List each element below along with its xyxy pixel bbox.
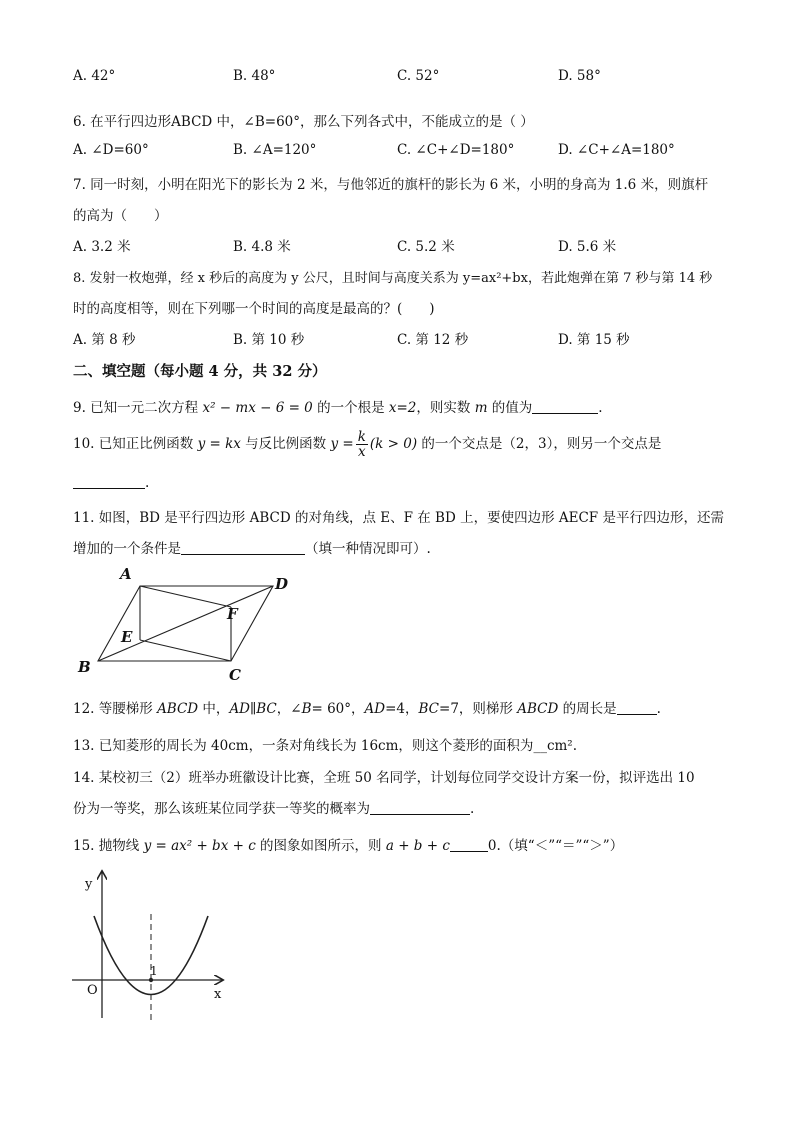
q10 bbox=[73, 430, 661, 459]
q9-suffix1: ，则实数 bbox=[416, 400, 475, 416]
point-x-equals-1 bbox=[149, 978, 153, 982]
label-one: 1 bbox=[150, 964, 158, 978]
q13-answer-blank[interactable]: __ bbox=[533, 738, 547, 754]
q15-answer-blank[interactable] bbox=[450, 837, 488, 852]
q15-prefix: 15. 抛物线 bbox=[73, 838, 144, 854]
q11-parallelogram-figure bbox=[70, 562, 300, 686]
q12-answer-blank[interactable] bbox=[617, 700, 657, 715]
q12-angle-b: B bbox=[301, 701, 312, 717]
q13 bbox=[73, 734, 577, 754]
q9 bbox=[73, 396, 603, 416]
q12-mid2: ，∠ bbox=[276, 701, 302, 717]
q8-stem-line1: 8. 发射一枚炮弹，经 x 秒后的高度为 y 公尺，且时间与高度关系为 y=ax²+bx，若此炮弹在第 7 秒与第 14 秒 bbox=[73, 271, 713, 286]
q8-option-c: C. 第 12 秒 bbox=[397, 332, 469, 348]
label-b: B bbox=[78, 658, 91, 676]
label-d: D bbox=[275, 575, 289, 593]
section-title-fill-in: 二、填空题（每小题 4 分，共 32 分） bbox=[73, 363, 327, 380]
q12-trapezoid-name: ABCD bbox=[157, 701, 199, 717]
q10-end: . bbox=[145, 475, 150, 491]
q7-option-c: C. 5.2 米 bbox=[397, 239, 455, 255]
q10-inverse-function-left: y = bbox=[330, 436, 354, 452]
q12-trapezoid-name-2: ABCD bbox=[517, 701, 559, 717]
q12-parallel-condition: AD∥BC bbox=[229, 701, 277, 717]
q9-prefix: 9. 已知一元二次方程 bbox=[73, 400, 203, 416]
label-a: A bbox=[120, 565, 132, 583]
q10-suffix: 的一个交点是（2，3），则另一个交点是 bbox=[417, 436, 662, 452]
label-x-axis: x bbox=[214, 987, 222, 1002]
q10-prefix: 10. 已知正比例函数 bbox=[73, 436, 198, 452]
label-origin: O bbox=[87, 983, 98, 998]
q15-parabola-graph bbox=[72, 868, 232, 1028]
label-f: F bbox=[227, 605, 238, 623]
q12-mid4: =4， bbox=[385, 701, 419, 717]
q12-prefix: 12. 等腰梯形 bbox=[73, 701, 158, 717]
q10-condition: (k > 0) bbox=[369, 436, 418, 452]
q8-option-b: B. 第 10 秒 bbox=[233, 332, 305, 348]
q7-stem-line1: 7. 同一时刻，小明在阳光下的影长为 2 米，与他邻近的旗杆的影长为 6 米，小明的身高为 1.6 米，则旗杆 bbox=[73, 177, 709, 193]
q15-mid: 的图象如图所示，则 bbox=[255, 838, 386, 854]
q14-line2 bbox=[73, 797, 474, 817]
q12-bc: BC bbox=[418, 701, 440, 717]
q9-equation: x² − mx − 6 = 0 bbox=[202, 400, 313, 416]
q15 bbox=[73, 834, 623, 854]
q14-line2-prefix: 份为一等奖，那么该班某位同学获一等奖的概率为 bbox=[73, 801, 370, 817]
q6-option-c: C. ∠C+∠D=180° bbox=[397, 142, 515, 158]
q10-answer-line bbox=[73, 474, 149, 491]
diagonal-bd bbox=[98, 586, 273, 661]
q9-var: m bbox=[474, 400, 488, 416]
label-e: E bbox=[121, 628, 133, 646]
q10-answer-blank[interactable] bbox=[73, 474, 145, 489]
q9-root: x=2 bbox=[388, 400, 417, 416]
q5-option-c: C. 52° bbox=[397, 68, 440, 84]
q15-suffix: 0.（填“＜”“＝”“＞”） bbox=[487, 838, 624, 854]
q6-option-b: B. ∠A=120° bbox=[233, 142, 317, 158]
q8-option-d: D. 第 15 秒 bbox=[558, 332, 630, 348]
q11-line2 bbox=[73, 537, 431, 557]
q12-ad: AD bbox=[364, 701, 386, 717]
q14-end: . bbox=[470, 801, 475, 817]
q7-option-b: B. 4.8 米 bbox=[233, 239, 291, 255]
q6-option-d: D. ∠C+∠A=180° bbox=[558, 142, 675, 158]
q5-option-d: D. 58° bbox=[558, 68, 601, 84]
q12 bbox=[73, 697, 661, 717]
q9-suffix2: 的值为 bbox=[487, 400, 533, 416]
q7-option-a: A. 3.2 米 bbox=[73, 239, 131, 255]
q12-suffix: 的周长是 bbox=[558, 701, 617, 717]
q6-stem: 6. 在平行四边形ABCD 中，∠B=60°，那么下列各式中，不能成立的是（ ） bbox=[73, 114, 534, 130]
q10-mid: 与反比例函数 bbox=[240, 436, 331, 452]
q12-mid3: = 60°， bbox=[311, 701, 365, 717]
q10-fraction-numerator: k bbox=[357, 429, 366, 445]
q13-text: 13. 已知菱形的周长为 40cm，一条对角线长为 16cm，则这个菱形的面积为 bbox=[73, 738, 534, 754]
q15-expression: a + b + c bbox=[385, 838, 450, 854]
q10-direct-function: y = kx bbox=[197, 436, 241, 452]
q5-option-a: A. 42° bbox=[73, 68, 116, 84]
q8-stem-line2: 时的高度相等，则在下列哪一个时间的高度是最高的？( ) bbox=[73, 301, 435, 317]
q10-fraction bbox=[356, 430, 368, 459]
q9-mid: 的一个根是 bbox=[312, 400, 389, 416]
segment-ec bbox=[140, 640, 231, 661]
q12-mid1: 中， bbox=[198, 701, 230, 717]
q10-fraction-denominator: x bbox=[358, 444, 366, 460]
q8-option-a: A. 第 8 秒 bbox=[73, 332, 136, 348]
q14-answer-blank[interactable] bbox=[370, 800, 470, 815]
label-y-axis: y bbox=[85, 877, 93, 892]
q9-end: . bbox=[598, 400, 603, 416]
label-c: C bbox=[229, 666, 241, 684]
q5-option-b: B. 48° bbox=[233, 68, 276, 84]
q7-option-d: D. 5.6 米 bbox=[558, 239, 617, 255]
q12-end: . bbox=[656, 701, 661, 717]
q11-answer-blank[interactable] bbox=[181, 540, 305, 555]
q7-stem-line2: 的高为（ ） bbox=[73, 208, 168, 224]
q12-mid5: =7，则梯形 bbox=[439, 701, 518, 717]
q6-option-a: A. ∠D=60° bbox=[73, 142, 149, 158]
segment-fa bbox=[140, 586, 231, 607]
q13-unit: cm². bbox=[546, 738, 578, 754]
q11-line1: 11. 如图，BD 是平行四边形 ABCD 的对角线，点 E、F 在 BD 上，要使四边形 AECF 是平行四边形，还需 bbox=[73, 510, 724, 526]
q11-line2-suffix: （填一种情况即可）. bbox=[305, 541, 431, 557]
q9-answer-blank[interactable] bbox=[532, 399, 598, 414]
q14-line1: 14. 某校初三（2）班举办班徽设计比赛，全班 50 名同学，计划每位同学交设计方案一份，拟评选出 10 bbox=[73, 770, 695, 786]
q15-equation: y = ax² + bx + c bbox=[143, 838, 256, 854]
q11-line2-prefix: 增加的一个条件是 bbox=[73, 541, 181, 557]
